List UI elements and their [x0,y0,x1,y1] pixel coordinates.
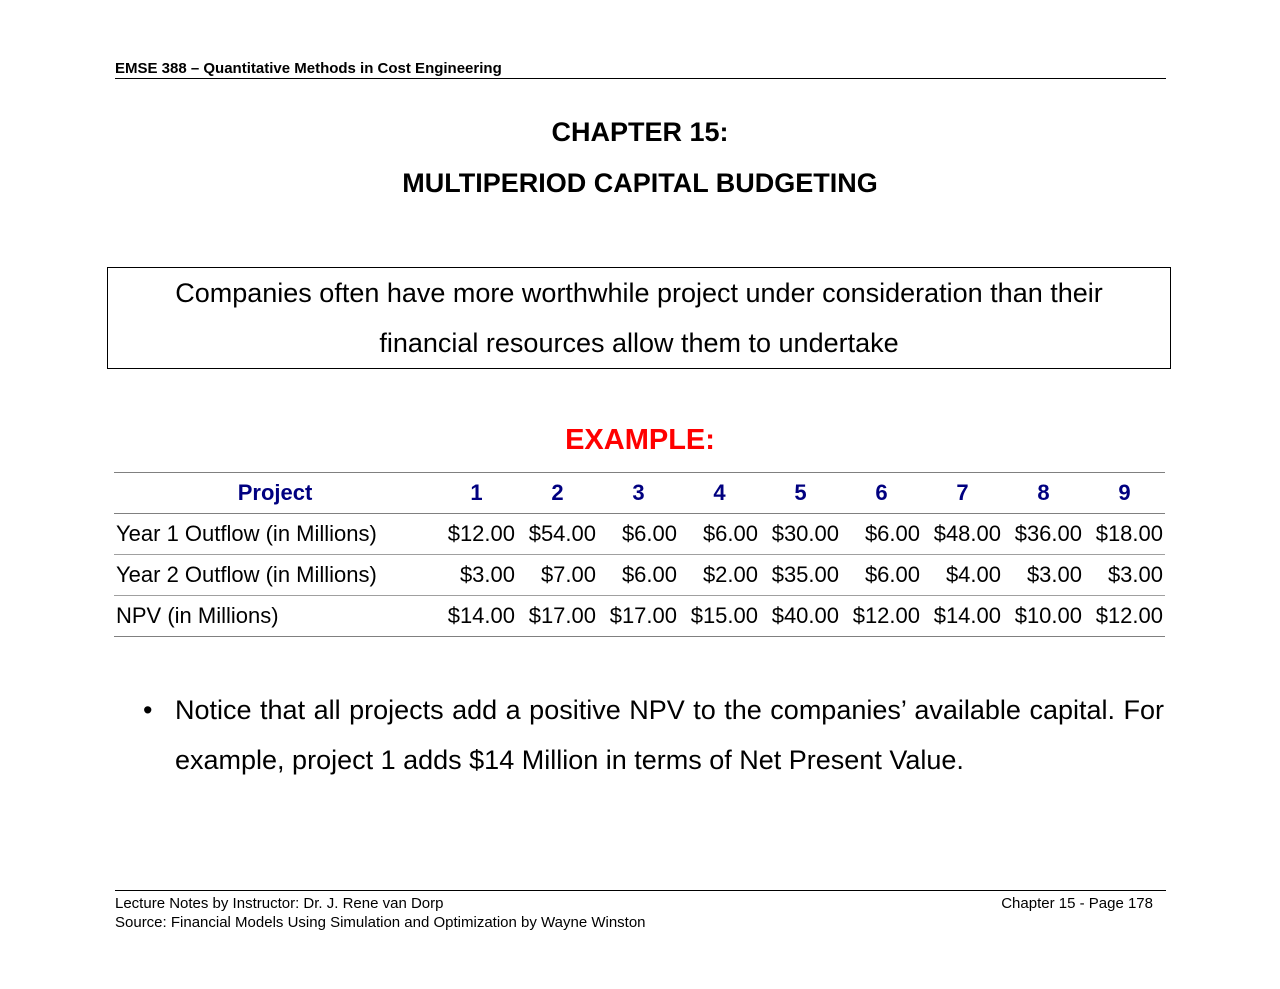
row-label-cell: Year 2 Outflow (in Millions) [114,555,436,596]
project-number-cell: 1 [436,473,517,514]
value-cell: $15.00 [679,596,760,637]
value-cell: $2.00 [679,555,760,596]
value-cell: $36.00 [1003,514,1084,555]
row-label-cell: NPV (in Millions) [114,596,436,637]
project-number-cell: 6 [841,473,922,514]
value-cell: $17.00 [598,596,679,637]
bullet-point [143,685,1164,785]
page-footer [115,890,1166,932]
statement-line-1: Companies often have more worthwhile project under consideration than their [175,278,1103,308]
project-header-cell: Project [114,473,436,514]
bullet-text: Notice that all projects add a positive NPV to the companies’ available capital. For example, project 1 adds $14 Million in terms of Net Present Value. [175,695,1164,775]
value-cell: $18.00 [1084,514,1165,555]
table-row [114,514,1165,555]
chapter-number-title: CHAPTER 15: [551,117,729,147]
value-cell: $54.00 [517,514,598,555]
project-number-cell: 4 [679,473,760,514]
value-cell: $17.00 [517,596,598,637]
value-cell: $35.00 [760,555,841,596]
value-cell: $3.00 [436,555,517,596]
value-cell: $48.00 [922,514,1003,555]
value-cell: $6.00 [841,514,922,555]
footer-source: Source: Financial Models Using Simulation and Optimization by Wayne Winston [115,914,646,931]
project-number-cell: 3 [598,473,679,514]
table-row [114,555,1165,596]
value-cell: $3.00 [1003,555,1084,596]
project-number-cell: 2 [517,473,598,514]
projects-table [114,472,1165,637]
value-cell: $30.00 [760,514,841,555]
project-number-cell: 9 [1084,473,1165,514]
statement-line-2: financial resources allow them to undertake [379,328,899,358]
value-cell: $12.00 [841,596,922,637]
value-cell: $12.00 [436,514,517,555]
value-cell: $6.00 [841,555,922,596]
footer-page-number: Chapter 15 - Page 178 [1001,895,1153,912]
bullet-symbol: • [143,695,153,725]
value-cell: $6.00 [598,555,679,596]
value-cell: $14.00 [436,596,517,637]
value-cell: $4.00 [922,555,1003,596]
chapter-name-title: MULTIPERIOD CAPITAL BUDGETING [402,168,878,198]
value-cell: $40.00 [760,596,841,637]
course-title: EMSE 388 – Quantitative Methods in Cost Engineering [115,60,502,77]
value-cell: $6.00 [679,514,760,555]
statement-box [107,267,1171,369]
project-number-cell: 8 [1003,473,1084,514]
table-row [114,596,1165,637]
value-cell: $10.00 [1003,596,1084,637]
value-cell: $3.00 [1084,555,1165,596]
value-cell: $6.00 [598,514,679,555]
value-cell: $7.00 [517,555,598,596]
footer-instructor: Lecture Notes by Instructor: Dr. J. Rene van Dorp [115,895,444,912]
project-number-cell: 5 [760,473,841,514]
example-heading: EXAMPLE: [565,424,715,456]
table-header-row [114,473,1165,514]
value-cell: $14.00 [922,596,1003,637]
value-cell: $12.00 [1084,596,1165,637]
page-header [115,59,1166,79]
row-label-cell: Year 1 Outflow (in Millions) [114,514,436,555]
project-number-cell: 7 [922,473,1003,514]
